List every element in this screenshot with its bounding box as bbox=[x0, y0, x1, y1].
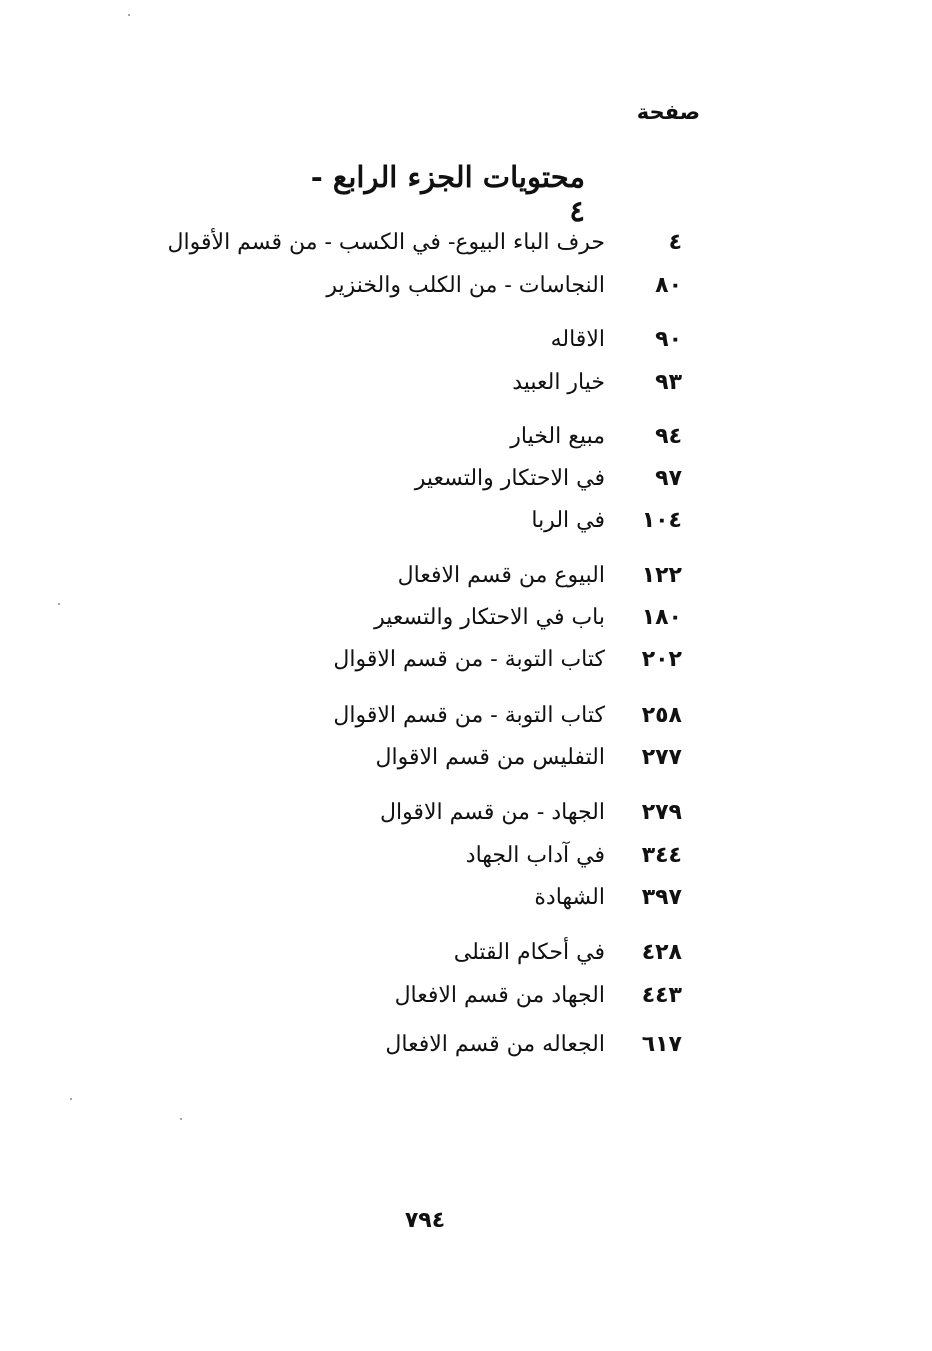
toc-page-number: ٨٠ bbox=[655, 273, 682, 298]
toc-entry bbox=[0, 327, 932, 367]
toc-page-number: ٣٩٧ bbox=[641, 885, 682, 910]
toc-entry bbox=[0, 983, 932, 1023]
toc-entry-title: خيار العبيد bbox=[512, 370, 605, 395]
toc-entry-title: الشهادة bbox=[534, 885, 605, 910]
toc-page-number: ٢٧٧ bbox=[641, 745, 682, 770]
scan-speck bbox=[128, 14, 130, 16]
contents-title: محتويات الجزء الرابع - ٤ bbox=[310, 160, 585, 228]
toc-entry bbox=[0, 424, 932, 464]
toc-entry-title: البيوع من قسم الافعال bbox=[397, 563, 605, 588]
toc-entry bbox=[0, 563, 932, 603]
toc-entry bbox=[0, 230, 932, 270]
toc-entry-title: في آداب الجهاد bbox=[465, 843, 605, 868]
toc-entry-title: باب في الاحتكار والتسعير bbox=[374, 605, 605, 630]
toc-page-number: ٩٠ bbox=[655, 327, 682, 352]
toc-entry bbox=[0, 370, 932, 410]
toc-page-number: ١٢٢ bbox=[641, 563, 682, 588]
toc-entry-title: في الاحتكار والتسعير bbox=[414, 466, 605, 491]
toc-entry-title: مبيع الخيار bbox=[510, 424, 605, 449]
toc-entry-title: الجعاله من قسم الافعال bbox=[385, 1032, 605, 1057]
toc-entry bbox=[0, 885, 932, 925]
toc-entry bbox=[0, 508, 932, 548]
scan-speck bbox=[58, 603, 60, 605]
toc-entry-title: الجهاد من قسم الافعال bbox=[394, 983, 605, 1008]
toc-entry-title: في الربا bbox=[531, 508, 605, 533]
toc-entry-title: حرف الباء البيوع- في الكسب - من قسم الأقوال bbox=[167, 230, 605, 255]
toc-page-number: ٤٤٣ bbox=[641, 983, 682, 1008]
toc-page-number: ٤ bbox=[668, 230, 682, 255]
toc-page-number: ٩٧ bbox=[655, 466, 682, 491]
scan-speck bbox=[70, 1098, 72, 1100]
toc-entry-title: كتاب التوبة - من قسم الاقوال bbox=[333, 647, 605, 672]
toc-entry bbox=[0, 273, 932, 313]
toc-entry bbox=[0, 647, 932, 687]
toc-entry bbox=[0, 466, 932, 506]
toc-page-number: ٢٥٨ bbox=[641, 703, 682, 728]
page-folio-number: ٧٩٤ bbox=[404, 1208, 446, 1233]
toc-entry bbox=[0, 800, 932, 840]
toc-entry bbox=[0, 605, 932, 645]
toc-entry bbox=[0, 745, 932, 785]
toc-entry bbox=[0, 703, 932, 743]
scan-speck bbox=[180, 1118, 182, 1120]
toc-entry-title: في أحكام القتلى bbox=[453, 940, 605, 965]
toc-page-number: ٣٤٤ bbox=[641, 843, 682, 868]
toc-entry-title: الاقاله bbox=[550, 327, 605, 352]
toc-page-number: ١٠٤ bbox=[641, 508, 682, 533]
toc-page-number: ٢٠٢ bbox=[641, 647, 682, 672]
toc-entry bbox=[0, 1032, 932, 1072]
toc-entry-title: النجاسات - من الكلب والخنزير bbox=[326, 273, 605, 298]
toc-page-number: ٤٢٨ bbox=[641, 940, 682, 965]
toc-page-number: ٩٤ bbox=[655, 424, 682, 449]
toc-entry bbox=[0, 843, 932, 883]
toc-entry bbox=[0, 940, 932, 980]
toc-entry-title: كتاب التوبة - من قسم الاقوال bbox=[333, 703, 605, 728]
toc-entry-title: الجهاد - من قسم الاقوال bbox=[379, 800, 605, 825]
toc-page-number: ٩٣ bbox=[655, 370, 682, 395]
toc-page-number: ١٨٠ bbox=[641, 605, 682, 630]
toc-page-number: ٢٧٩ bbox=[641, 800, 682, 825]
toc-page-number: ٦١٧ bbox=[641, 1032, 682, 1057]
page-column-label: صفحة bbox=[636, 100, 700, 124]
toc-entry-title: التفليس من قسم الاقوال bbox=[375, 745, 605, 770]
